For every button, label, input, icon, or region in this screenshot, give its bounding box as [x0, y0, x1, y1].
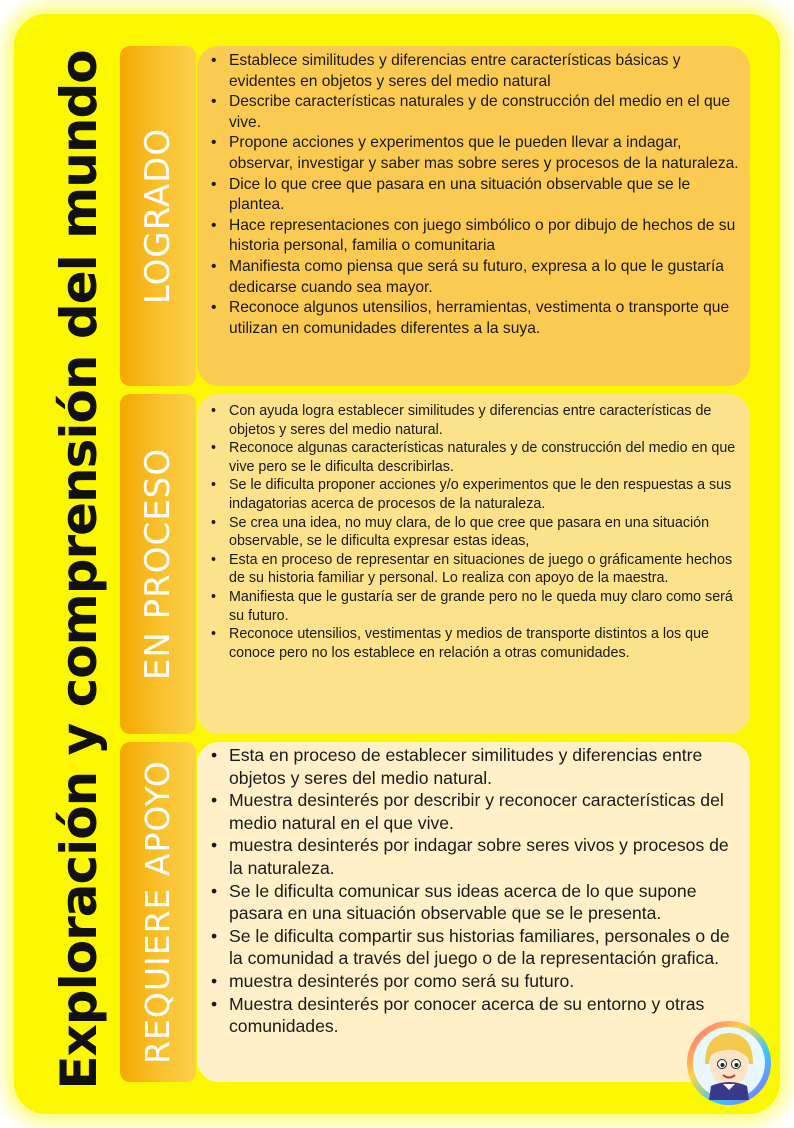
list-item: • Propone acciones y experimentos que le pueden llevar a indagar, observar, investigar y saber mas sobre seres y procesos de la naturaleza.: [229, 133, 744, 174]
list-item: • muestra desinterés por indagar sobre seres vivos y procesos de la naturaleza.: [229, 834, 744, 879]
list-item: • Se le dificulta comunicar sus ideas acerca de lo que supone pasara en una situación observable que se le presenta.: [229, 880, 744, 925]
criteria-list-requiere-apoyo: [197, 744, 744, 1038]
list-item: • Describe características naturales y de construcción del medio en el que vive.: [229, 92, 744, 133]
list-item: • Reconoce algunos utensilios, herramientas, vestimenta o transporte que utilizan en comunidades diferentes a la suya.: [229, 298, 744, 339]
criteria-list-logrado: [197, 51, 744, 339]
list-item: • Reconoce algunas características naturales y de construcción del medio en que vive pero se le dificulta describirlas.: [229, 439, 746, 476]
level-label-requiere-apoyo: REQUIERE APOYO: [138, 760, 177, 1064]
list-item: • Se le dificulta compartir sus historias familiares, personales o de la comunidad a través del juego o de la representación grafica.: [229, 925, 744, 970]
list-item: • Se le dificulta proponer acciones y/o experimentos que le den respuestas a sus indagatorias acerca de procesos de la naturaleza.: [229, 476, 746, 513]
list-item: • Se crea una idea, no muy clara, de lo que cree que pasara en una situación observable, se le dificulta expresar estas ideas,: [229, 514, 746, 551]
list-item: • Con ayuda logra establecer similitudes y diferencias entre características de objetos y seres del medio natural.: [229, 402, 746, 439]
list-item: • Reconoce utensilios, vestimentas y medios de transporte distintos a los que conoce pero no los establece en relación a otras comunidades.: [229, 625, 746, 662]
criteria-list-en-proceso: [197, 402, 746, 662]
list-item: • Dice lo que cree que pasara en una situación observable que se le plantea.: [229, 175, 744, 216]
panel-logrado: [197, 46, 750, 386]
level-tab-en-proceso: [120, 394, 196, 734]
panel-requiere-apoyo: [197, 742, 750, 1082]
level-label-logrado: LOGRADO: [138, 127, 178, 305]
page-title: Exploración y comprensión del mundo: [50, 50, 108, 1090]
list-item: • Muestra desinterés por conocer acerca de su entorno y otras comunidades.: [229, 993, 744, 1038]
list-item: • Hace representaciones con juego simbólico o por dibujo de hechos de su historia personal, familia o comunitaria: [229, 216, 744, 257]
list-item: • Muestra desinterés por describir y reconocer características del medio natural en el que vive.: [229, 789, 744, 834]
list-item: • Manifiesta que le gustaría ser de grande pero no le queda muy claro como será su futuro.: [229, 588, 746, 625]
list-item: • Esta en proceso de representar en situaciones de juego o gráficamente hechos de su historia familiar y personal. Lo realiza con apoyo de la maestra.: [229, 551, 746, 588]
list-item: • Esta en proceso de establecer similitudes y diferencias entre objetos y seres del medio natural.: [229, 744, 744, 789]
list-item: • Manifiesta como piensa que será su futuro, expresa a lo que le gustaría dedicarse cuando sea mayor.: [229, 257, 744, 298]
level-label-en-proceso: EN PROCESO: [138, 447, 178, 681]
level-tab-requiere-apoyo: [120, 742, 196, 1082]
child-avatar-icon: [686, 1020, 772, 1106]
level-tab-logrado: [120, 46, 196, 386]
panel-en-proceso: [197, 394, 750, 734]
list-item: • muestra desinterés por como será su futuro.: [229, 970, 744, 993]
list-item: • Establece similitudes y diferencias entre características básicas y evidentes en objetos y seres del medio natural: [229, 51, 744, 92]
